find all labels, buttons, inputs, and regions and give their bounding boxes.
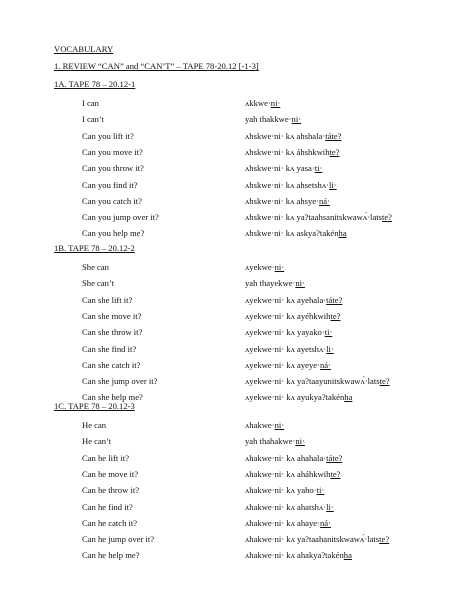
mohawk-phrase <box>245 259 284 275</box>
english-phrase: I can’t <box>82 114 105 125</box>
review-heading: 1. REVIEW “CAN” and “CAN’T” – TAPE 78-20.12 [-1-3] <box>54 61 259 71</box>
mohawk-phrase <box>245 95 280 111</box>
english-phrase: Can you catch it? <box>82 195 142 206</box>
mohawk-phrase-text: ʌyekwe·ni· kʌ yayako· <box>245 327 325 338</box>
mohawk-stressed-syllable: ti· <box>324 327 333 338</box>
mohawk-phrase <box>245 324 332 340</box>
mohawk-stressed-syllable: ni· <box>274 420 285 430</box>
mohawk-phrase <box>245 482 324 498</box>
mohawk-phrase <box>245 373 390 389</box>
vocab-row <box>0 482 464 498</box>
mohawk-stressed-syllable: ha <box>344 392 353 403</box>
mohawk-phrase-text: ʌhakwe·ni· kʌ ya?taahanitskwawʌ́·lats <box>245 534 380 545</box>
mohawk-phrase-text: ʌhskwe·ni· kʌ ahsetshʌ· <box>245 179 330 190</box>
mohawk-stressed-syllable: ná· <box>319 359 331 370</box>
mohawk-phrase <box>245 308 340 324</box>
mohawk-phrase-text: ʌyekwe·ni· kʌ ayetshʌ· <box>245 343 327 354</box>
english-phrase: Can he help me? <box>82 550 140 561</box>
mohawk-stressed-syllable: táte? <box>326 452 343 463</box>
vocab-row <box>0 450 464 466</box>
vocab-row <box>0 128 464 144</box>
mohawk-phrase-text: yah thahakwe· <box>245 436 296 447</box>
english-phrase: Can she help me? <box>82 392 143 403</box>
mohawk-stressed-syllable: ni· <box>270 98 281 108</box>
english-phrase: Can she jump over it? <box>82 376 158 387</box>
mohawk-phrase-text: ʌhskwe·ni· kʌ ahshala· <box>245 130 326 141</box>
vocab-row <box>0 515 464 531</box>
vocab-row <box>0 531 464 547</box>
mohawk-phrase <box>245 450 342 466</box>
section-heading-line <box>0 240 464 256</box>
mohawk-phrase <box>245 433 305 449</box>
mohawk-stressed-syllable: te? <box>381 212 393 223</box>
vocab-row <box>0 160 464 176</box>
mohawk-stressed-syllable: táte? <box>326 294 343 305</box>
mohawk-phrase-text: ʌyekwe·ni· kʌ ayehala· <box>245 294 327 305</box>
mohawk-phrase-text: ʌyekwe·ni· kʌ ya?taayunitskwawʌ́·lats <box>245 376 380 387</box>
vocab-row <box>0 466 464 482</box>
mohawk-stressed-syllable: ni· <box>291 114 302 125</box>
english-phrase: Can you lift it? <box>82 130 134 141</box>
mohawk-phrase-text: yah thakkwe· <box>245 114 292 125</box>
mohawk-phrase-text: ʌyekwe·ni· kʌ ayukya?takén <box>245 392 345 403</box>
mohawk-phrase-text: ʌhakwe·ni· kʌ ahatshʌ· <box>245 501 327 512</box>
vocab-row <box>0 111 464 127</box>
mohawk-phrase <box>245 209 392 225</box>
page-title: VOCABULARY <box>54 44 114 54</box>
mohawk-phrase <box>245 111 301 127</box>
english-phrase: Can he throw it? <box>82 485 140 496</box>
vocab-row <box>0 144 464 160</box>
mohawk-stressed-syllable: li· <box>329 179 337 190</box>
vocab-row <box>0 341 464 357</box>
english-phrase: Can he move it? <box>82 468 139 479</box>
english-phrase: Can she throw it? <box>82 327 143 338</box>
mohawk-phrase-text: ʌhskwe·ni· kʌ askya?takén <box>245 228 339 239</box>
mohawk-phrase <box>245 177 337 193</box>
vocab-row <box>0 308 464 324</box>
mohawk-phrase <box>245 193 330 209</box>
english-phrase: Can she lift it? <box>82 294 133 305</box>
vocab-row <box>0 324 464 340</box>
english-phrase: Can you throw it? <box>82 163 144 174</box>
english-phrase: Can she catch it? <box>82 359 141 370</box>
vocab-row <box>0 357 464 373</box>
mohawk-stressed-syllable: ti· <box>316 485 325 496</box>
english-phrase: Can he catch it? <box>82 517 138 528</box>
mohawk-phrase-text: ʌhakwe·ni· kʌ aháhkwih <box>245 468 331 479</box>
section-heading: 1C. TAPE 78 – 20.12-3 <box>54 401 135 411</box>
mohawk-phrase-text: ʌhakwe·ni· kʌ ahakya?takén <box>245 550 344 561</box>
mohawk-phrase-text: yah thayekwe· <box>245 278 296 289</box>
vocab-row <box>0 292 464 308</box>
english-phrase: Can he find it? <box>82 501 133 512</box>
vocab-row <box>0 209 464 225</box>
mohawk-phrase <box>245 128 341 144</box>
mohawk-phrase <box>245 275 305 291</box>
title-line <box>0 41 464 57</box>
english-phrase: Can she move it? <box>82 310 142 321</box>
vocab-row <box>0 499 464 515</box>
mohawk-stressed-syllable: li· <box>326 501 334 512</box>
mohawk-stressed-syllable: ná· <box>318 195 330 206</box>
vocab-row <box>0 417 464 433</box>
english-phrase: He can <box>82 420 107 430</box>
mohawk-phrase-text: ʌyekwe·ni· kʌ ayéhkwih <box>245 310 331 321</box>
review-heading-line <box>0 58 464 74</box>
mohawk-stressed-syllable: te? <box>330 310 341 321</box>
mohawk-phrase-text: ʌhakwe·ni· kʌ yaho· <box>245 485 317 496</box>
mohawk-phrase <box>245 357 331 373</box>
english-phrase: Can he lift it? <box>82 452 130 463</box>
mohawk-phrase <box>245 341 334 357</box>
mohawk-phrase-text: ʌkkwe· <box>245 98 271 108</box>
mohawk-phrase <box>245 144 340 160</box>
english-phrase: I can <box>82 98 99 108</box>
vocab-row <box>0 177 464 193</box>
mohawk-phrase-text: ʌhskwe·ni· kʌ ahsye· <box>245 195 319 206</box>
vocab-row <box>0 95 464 111</box>
section-heading-line <box>0 398 464 414</box>
mohawk-stressed-syllable: te? <box>330 468 341 479</box>
vocab-row <box>0 225 464 241</box>
mohawk-phrase-text: ʌyekwe· <box>245 262 275 272</box>
mohawk-stressed-syllable: ha <box>343 550 352 561</box>
mohawk-phrase-text: ʌhakwe· <box>245 420 275 430</box>
english-phrase: She can <box>82 262 109 272</box>
section-heading: 1A. TAPE 78 – 20.12-1 <box>54 79 136 89</box>
english-phrase: Can she find it? <box>82 343 137 354</box>
mohawk-phrase <box>245 160 322 176</box>
mohawk-stressed-syllable: táte? <box>325 130 342 141</box>
mohawk-phrase <box>245 225 347 241</box>
mohawk-stressed-syllable: li· <box>326 343 334 354</box>
english-phrase: Can you jump over it? <box>82 212 159 223</box>
vocab-row <box>0 259 464 275</box>
mohawk-stressed-syllable: ti· <box>314 163 323 174</box>
vocab-row <box>0 547 464 563</box>
mohawk-stressed-syllable: ni· <box>295 278 305 289</box>
mohawk-phrase-text: ʌhskwe·ni· kʌ yasa· <box>245 163 315 174</box>
mohawk-phrase <box>245 515 331 531</box>
vocab-row <box>0 433 464 449</box>
mohawk-phrase <box>245 547 352 563</box>
mohawk-phrase <box>245 499 334 515</box>
mohawk-phrase <box>245 531 389 547</box>
mohawk-stressed-syllable: ha <box>338 228 347 239</box>
mohawk-stressed-syllable: te? <box>329 146 340 157</box>
mohawk-phrase-text: ʌhakwe·ni· kʌ ahahala· <box>245 452 327 463</box>
mohawk-stressed-syllable: ná· <box>319 517 331 528</box>
mohawk-stressed-syllable: te? <box>379 376 390 387</box>
mohawk-stressed-syllable: ni· <box>295 436 305 447</box>
english-phrase: Can you find it? <box>82 179 138 190</box>
english-phrase: Can you move it? <box>82 146 143 157</box>
mohawk-phrase <box>245 292 342 308</box>
mohawk-phrase-text: ʌyekwe·ni· kʌ ayeye· <box>245 359 320 370</box>
mohawk-phrase <box>245 466 340 482</box>
vocab-row <box>0 373 464 389</box>
mohawk-phrase-text: ʌhskwe·ni· kʌ áhshkwih <box>245 146 330 157</box>
mohawk-stressed-syllable: te? <box>379 534 390 545</box>
english-phrase: He can’t <box>82 436 112 447</box>
section-heading-line <box>0 76 464 92</box>
english-phrase: She can’t <box>82 278 115 289</box>
mohawk-phrase-text: ʌhskwe·ni· kʌ ya?taahsanitskwawʌ́·lats <box>245 212 382 223</box>
section-heading: 1B. TAPE 78 – 20.12-2 <box>54 243 135 253</box>
vocab-row <box>0 275 464 291</box>
mohawk-phrase-text: ʌhakwe·ni· kʌ ahaye· <box>245 517 320 528</box>
mohawk-phrase <box>245 417 284 433</box>
mohawk-stressed-syllable: ni· <box>274 262 285 272</box>
english-phrase: Can you help me? <box>82 228 145 239</box>
english-phrase: Can he jump over it? <box>82 534 155 545</box>
vocab-row <box>0 193 464 209</box>
